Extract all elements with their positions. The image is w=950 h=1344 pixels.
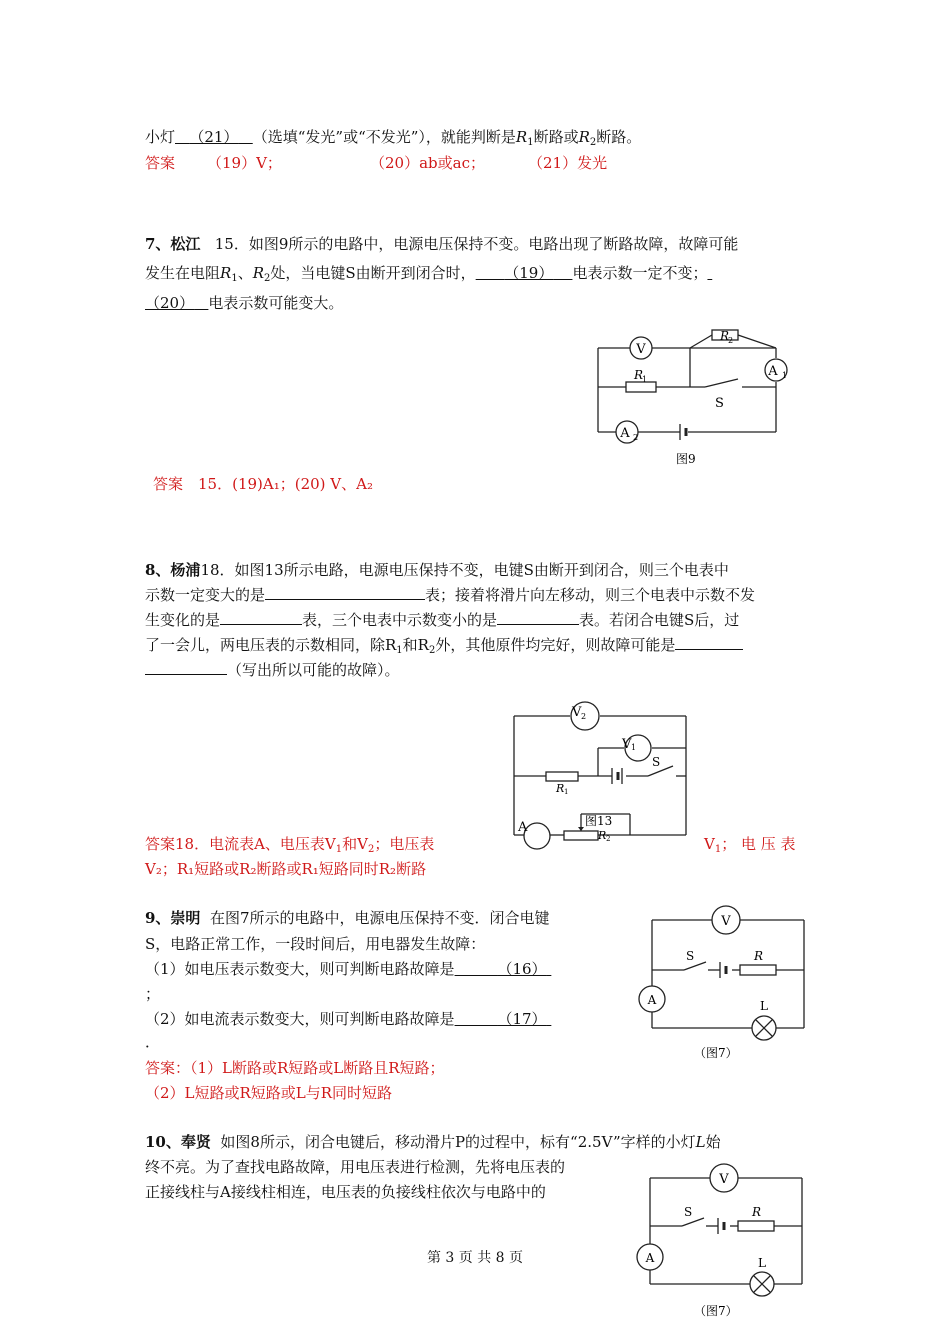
q8-figure-caption: 图13: [585, 814, 613, 828]
svg-text:R: R: [754, 949, 764, 963]
svg-text:1: 1: [642, 375, 648, 384]
svg-text:A: A: [768, 364, 778, 379]
q9-blank-17: （17）: [497, 1010, 547, 1028]
svg-text:S: S: [715, 396, 724, 411]
q10-line-3: 正接线柱与A接线柱相连，电压表的负接线柱依次与电路中的: [145, 1183, 546, 1201]
q8-answer-line-1-right: $V_1$； 电 压 表: [704, 835, 796, 855]
q9-line-5: （2）如电流表示数变大，则可判断电路故障是 （17）: [145, 1009, 551, 1029]
q10-heading: 10、奉贤: [145, 1133, 211, 1151]
svg-text:V: V: [719, 1172, 729, 1187]
svg-text:A: A: [647, 993, 657, 1007]
q9-line-1: 9、崇明 在图7所示的电路中，电源电压保持不变．闭合电键: [145, 909, 550, 927]
svg-text:S: S: [652, 755, 661, 769]
svg-text:L: L: [760, 999, 768, 1013]
q7-blank-20: （20）: [145, 294, 195, 312]
q10-figure-caption: （图7）: [694, 1304, 738, 1318]
q6-text: 小灯: [145, 128, 176, 146]
q10-circuit-figure: [636, 1160, 814, 1325]
page-footer: 第 3 页 共 8 页: [426, 1250, 524, 1266]
q8-line-5: （写出所以可能的故障）。: [145, 660, 400, 680]
q9-answer-line-2: （2）L短路或R短路或L与R同时短路: [145, 1084, 393, 1102]
q7-answer: 答案 15．(19)A₁；(20) V、A₂: [153, 475, 373, 493]
svg-text:A: A: [645, 1251, 655, 1265]
svg-text:R: R: [598, 829, 607, 842]
svg-text:V: V: [721, 914, 731, 929]
q7-circuit-figure: [590, 322, 795, 467]
q9-blank-16: （16）: [497, 960, 547, 978]
q9-line-6: ．: [145, 1033, 161, 1051]
svg-text:V: V: [572, 705, 582, 720]
q7-line-3: （20） 电表示数可能变大。: [145, 294, 344, 312]
q9-figure-caption: （图7）: [694, 1046, 738, 1060]
q9-circuit-figure: [636, 902, 814, 1067]
q8-answer-line-2: V₂；R₁短路或R₂断路或R₁短路同时R₂断路: [145, 860, 427, 878]
q6-text-2: （选填“发光”或“不发光”），就能判断是: [252, 128, 516, 146]
q8-line-2: 示数一定变大的是 表；接着将滑片向左移动，则三个电表中示数不发: [145, 586, 756, 604]
q7-line-1: 7、松江 15．如图9所示的电路中，电源电压保持不变。电路出现了断路故障，故障可能: [145, 235, 739, 253]
q8-answer-line-1: 答案18．电流表A、电压表$V_1$和$V_2$；电压表: [145, 835, 435, 855]
svg-text:2: 2: [633, 433, 639, 442]
q8-circuit-figure: [508, 700, 693, 855]
svg-text:R: R: [556, 782, 565, 795]
q8-heading: 8、杨浦: [145, 561, 201, 579]
svg-text:R: R: [720, 329, 730, 343]
q10-line-2: 终不亮。为了查找电路故障，用电压表进行检测，先将电压表的: [145, 1158, 566, 1176]
q7-line-2: 发生在电阻$R_1$、$R_2$处，当电键S由断开到闭合时， （19） 电表示数一定不变；: [145, 264, 708, 284]
svg-text:1: 1: [782, 371, 788, 380]
q6-blank-21: （21）: [189, 128, 239, 146]
q10-line-1: 10、奉贤 如图8所示，闭合电键后，移动滑片P的过程中，标有“2.5V”字样的小灯L始: [145, 1133, 721, 1151]
q7-blank-19: （19）: [504, 264, 554, 282]
svg-text:2: 2: [606, 835, 611, 843]
svg-text:R: R: [634, 368, 644, 382]
q7-figure-caption: 图9: [676, 452, 696, 466]
q9-line-4: ；: [145, 985, 161, 1003]
svg-text:1: 1: [564, 788, 569, 796]
svg-text:V: V: [622, 737, 632, 752]
svg-text:A: A: [620, 426, 630, 441]
q6-line: 小灯 （21） （选填“发光”或“不发光”），就能判断是$R_1$断路或$R_2$断路。: [145, 128, 642, 148]
q8-line-4: 了一会儿，两电压表的示数相同，除$R_1$和$R_2$外，其他原件均完好，则故障可能是: [145, 635, 743, 661]
q8-line-3: 生变化的是 表，三个电表中示数变小的是 表。若闭合电键S后，过: [145, 611, 740, 629]
svg-text:S: S: [684, 1205, 693, 1219]
svg-text:2: 2: [728, 336, 734, 345]
q8-line-1: 8、杨浦18．如图13所示电路，电源电压保持不变，电键S由断开到闭合，则三个电表中: [145, 561, 729, 579]
svg-text:S: S: [686, 949, 695, 963]
q7-heading: 7、松江: [145, 235, 201, 253]
q9-line-2: S，电路正常工作，一段时间后，用电器发生故障：: [145, 935, 486, 953]
svg-text:L: L: [758, 1256, 766, 1270]
svg-text:1: 1: [631, 743, 637, 752]
svg-text:A: A: [518, 820, 528, 835]
q7-voltmeter-label: V: [636, 342, 646, 357]
q9-line-3: （1）如电压表示数变大，则可判断电路故障是 （16）: [145, 959, 551, 979]
svg-text:2: 2: [581, 712, 587, 721]
q6-answer: 答案 （19）V； （20）ab或ac； （21）发光: [145, 154, 608, 172]
q9-answer-line-1: 答案：（1）L断路或R短路或L断路且R短路；: [145, 1059, 445, 1077]
svg-text:R: R: [752, 1205, 762, 1219]
q9-heading: 9、崇明: [145, 909, 201, 927]
